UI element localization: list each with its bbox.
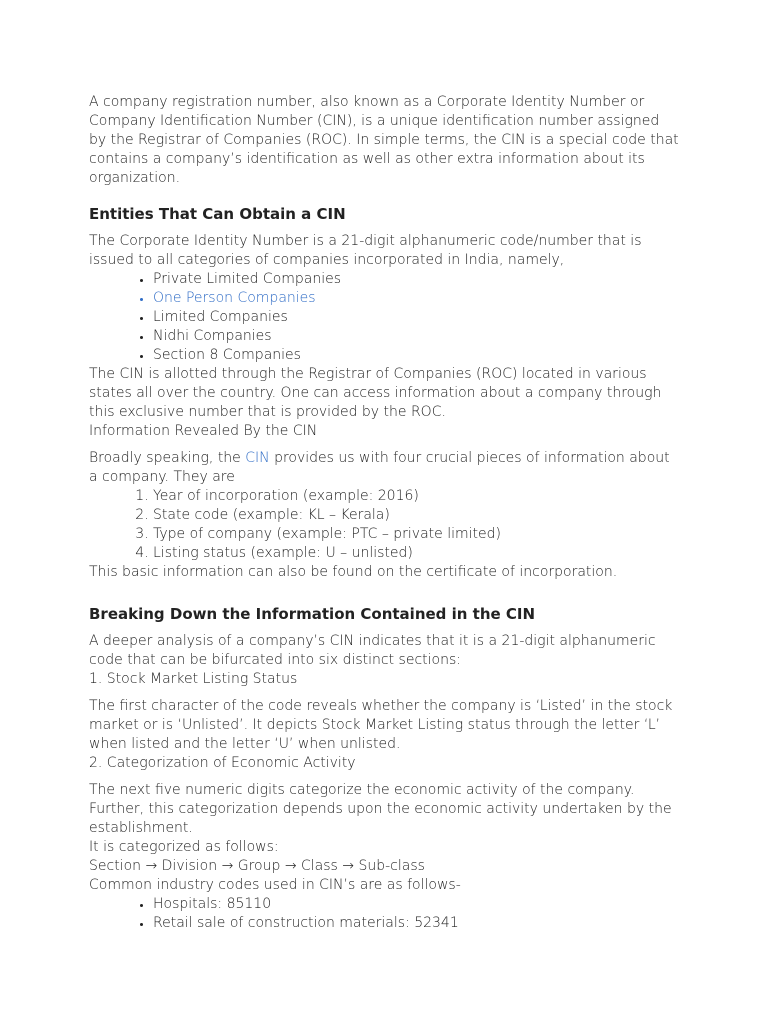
list-item: • Nidhi Companies	[153, 327, 679, 346]
intro-paragraph: A company registration number, also known as a Corporate Identity Number or Company Identification Number (CIN), is a unique identification number assigned by the Registrar of Companies (ROC). In simple terms, the CIN is a special code that contains a company’s identification as well as other extra information about its organization.	[89, 94, 679, 186]
list-item: • Retail sale of construction materials: 52341	[153, 914, 679, 933]
list-item: • Hospitals: 85110	[153, 895, 679, 914]
section-1-title: 1. Stock Market Listing Status	[89, 671, 298, 687]
list-item: 1. Year of incorporation (example: 2016)	[153, 487, 679, 506]
info-text-after: provides us with four crucial pieces of information about a company. They are	[89, 450, 670, 485]
breakdown-heading: Breaking Down the Information Contained in the CIN	[89, 605, 536, 623]
allotted-paragraph: The CIN is allotted through the Registrar of Companies (ROC) located in various states all over the country. One can access information about a company through this exclusive number that is provided by the ROC.	[89, 366, 662, 420]
section-1-paragraph: The first character of the code reveals whether the company is ‘Listed’ in the stock market or is ‘Unlisted’. It depicts Stock Market Listing status through the letter ‘L’ when listed and the letter ‘U’ when unlisted.	[89, 698, 673, 752]
entities-paragraph: The Corporate Identity Number is a 21-digit alphanumeric code/number that is issued to all categories of companies incorporated in India, namely,	[89, 233, 642, 268]
info-text-before: Broadly speaking, the	[89, 450, 246, 466]
section-2-title: 2. Categorization of Economic Activity	[89, 755, 356, 771]
info-closing: This basic information can also be found on the certificate of incorporation.	[89, 564, 618, 580]
document-page	[89, 93, 679, 933]
entities-list	[89, 270, 679, 365]
info-list	[89, 487, 679, 563]
section-2-paragraph: The next five numeric digits categorize the economic activity of the company. Further, this categorization depends upon the economic activity undertaken by the establishment.	[89, 782, 672, 836]
section-2-line-2: Section → Division → Group → Class → Sub-class	[89, 858, 425, 874]
list-item: • Section 8 Companies	[153, 346, 679, 365]
list-item: • Limited Companies	[153, 308, 679, 327]
entities-heading: Entities That Can Obtain a CIN	[89, 205, 346, 223]
info-paragraph	[89, 449, 679, 487]
cin-link[interactable]: CIN	[245, 450, 270, 466]
list-item: 3. Type of company (example: PTC – private limited)	[153, 525, 679, 544]
section-2-line-3: Common industry codes used in CIN’s are as follows-	[89, 877, 461, 893]
list-item: 2. State code (example: KL – Kerala)	[153, 506, 679, 525]
list-item: 4. Listing status (example: U – unlisted)	[153, 544, 679, 563]
list-item-link[interactable]: • One Person Companies	[153, 289, 679, 308]
industry-codes-list	[89, 895, 679, 933]
breakdown-paragraph: A deeper analysis of a company’s CIN indicates that it is a 21-digit alphanumeric code that can be bifurcated into six distinct sections:	[89, 633, 656, 668]
section-2-line-1: It is categorized as follows:	[89, 839, 279, 855]
info-heading: Information Revealed By the CIN	[89, 423, 318, 439]
list-item: • Private Limited Companies	[153, 270, 679, 289]
